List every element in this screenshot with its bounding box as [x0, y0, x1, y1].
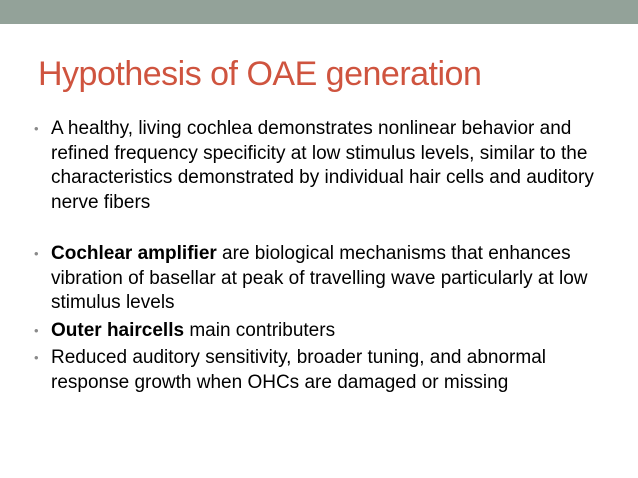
bullet-body-text: main contributers — [184, 319, 336, 341]
bullet-body-text: Reduced auditory sensitivity, broader tuning, and abnormal response growth when OHCs are damaged or missing — [51, 347, 546, 393]
bullet-text — [51, 320, 335, 341]
bullet-text — [51, 243, 588, 313]
slide-top-bar — [0, 0, 638, 24]
bullet-item — [34, 242, 614, 316]
bullet-marker: • — [34, 322, 39, 338]
bullet-body-text: A healthy, living cochlea demonstrates nonlinear behavior and refined frequency specificity at low stimulus levels, similar to the characteristics demonstrated by individual hair cells and auditory nerve fibers — [51, 118, 594, 213]
slide-title: Hypothesis of OAE generation — [38, 55, 482, 93]
bullet-item — [34, 319, 614, 344]
bullet-marker: • — [34, 121, 39, 136]
bullet-list — [34, 117, 614, 395]
bullet-bold-text: Outer haircells — [51, 319, 185, 341]
bullet-marker: • — [34, 246, 39, 261]
bullet-text — [51, 347, 546, 393]
bullet-body-text: are biological mechanisms that enhances vibration of basellar at peak of travelling wave particularly at low stimulus levels — [51, 243, 588, 313]
bullet-bold-text: Cochlear amplifier — [51, 243, 217, 264]
bullet-text — [51, 118, 594, 213]
bullet-item — [34, 346, 614, 395]
bullet-item — [34, 117, 614, 215]
bullet-marker: • — [34, 350, 39, 365]
